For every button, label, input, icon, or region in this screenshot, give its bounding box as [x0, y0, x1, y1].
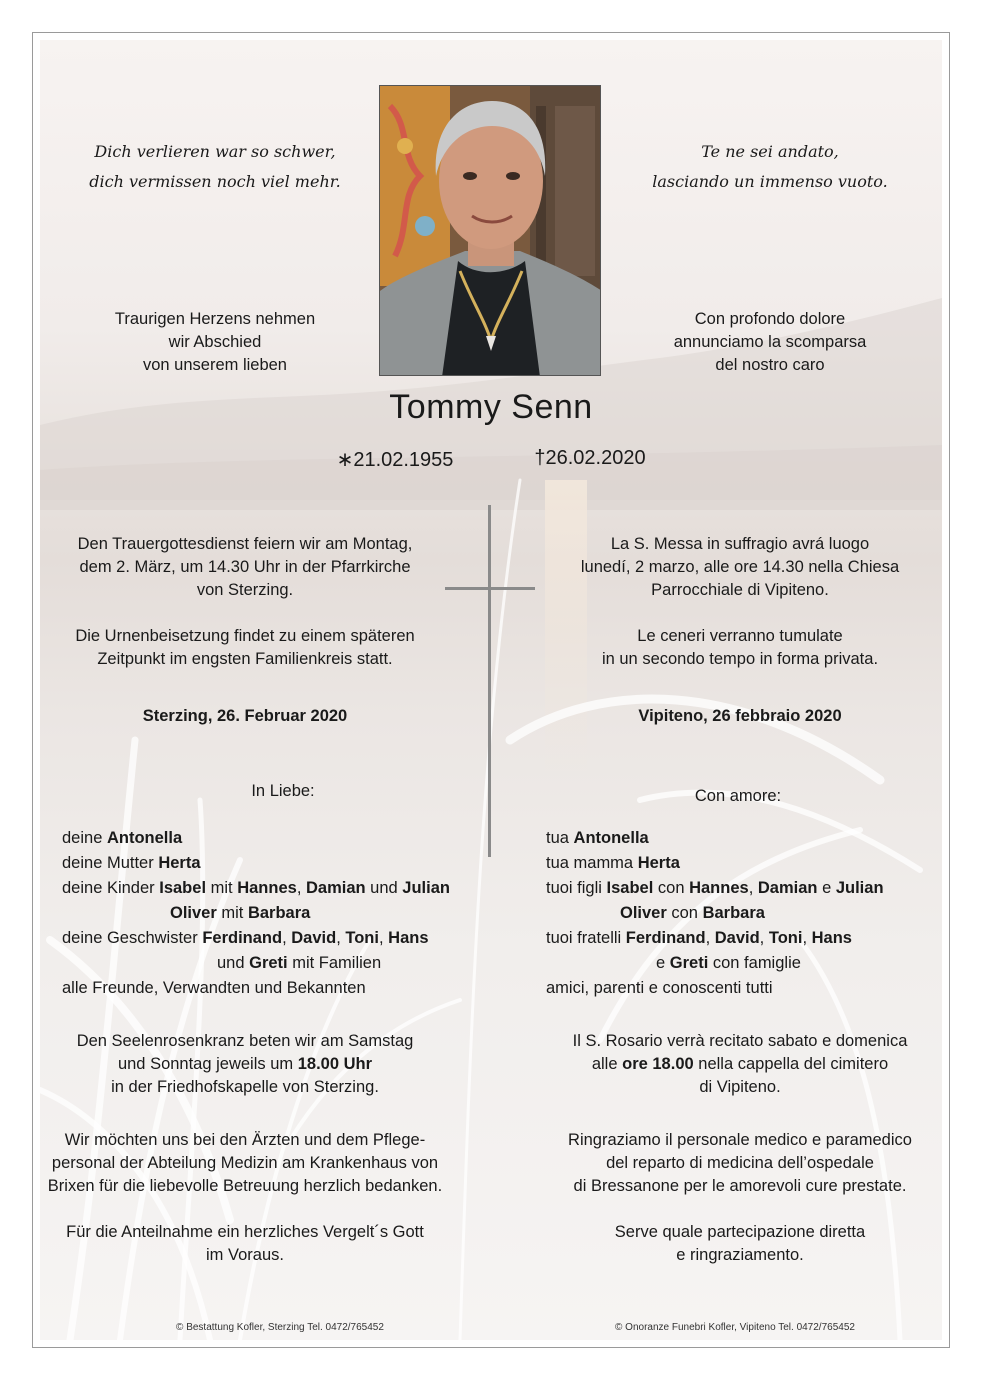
mourner-text: , [705, 929, 715, 947]
mourner-text: con famiglie [708, 954, 801, 972]
intro-german-line: wir Abschied [168, 333, 262, 351]
mourner-name: Damian [305, 879, 366, 897]
service-german-line: Den Trauergottesdienst feiern wir am Montag, [77, 535, 413, 553]
mourner-line: alle Freunde, Verwandten und Bekannten [62, 979, 366, 997]
urn-german-line: Die Urnenbeisetzung findet zu einem späteren [75, 627, 415, 645]
mourner-name: Ferdinand [202, 929, 283, 947]
rosary-german-line: Den Seelenrosenkranz beten wir am Samstag [76, 1032, 414, 1050]
rosary-italian [535, 1030, 945, 1099]
service-italian-line: lunedí, 2 marzo, alle ore 14.30 nella Chiesa [580, 558, 900, 576]
mourner-text: tuoi fratelli [546, 929, 626, 947]
mourner-text: e [817, 879, 836, 897]
mourner-text: , [802, 929, 812, 947]
mourner-text: deine Kinder [62, 879, 160, 897]
mourner-name: Barbara [702, 904, 765, 922]
mourner-line [546, 926, 884, 951]
thanks-italian [535, 1129, 945, 1198]
closing-german [40, 1221, 450, 1267]
mourner-name: Oliver [620, 904, 667, 922]
mourner-text: deine [62, 829, 107, 847]
urn-italian [535, 625, 945, 671]
rosary-german-line: in der Friedhofskapelle von Sterzing. [111, 1078, 379, 1096]
mourner-name: Isabel [606, 879, 654, 897]
quote-italian [630, 137, 910, 197]
mourner-line [62, 826, 450, 851]
closing-german-line: im Voraus. [206, 1246, 284, 1264]
urn-german [40, 625, 450, 671]
closing-italian-line: e ringraziamento. [676, 1246, 804, 1264]
thanks-german [40, 1129, 450, 1198]
mourner-name: Antonella [106, 829, 183, 847]
mourner-line: amici, parenti e conoscenti tutti [546, 979, 773, 997]
closing-italian-line: Serve quale partecipazione diretta [614, 1223, 866, 1241]
mourner-name: David [291, 929, 337, 947]
intro-italian [645, 308, 895, 377]
rosary-text: nella cappella del cimitero [693, 1055, 889, 1073]
place-date-italian: Vipiteno, 26 febbraio 2020 [638, 707, 842, 725]
mourner-name: Greti [669, 954, 709, 972]
portrait-photo [379, 85, 601, 376]
service-german-line: dem 2. März, um 14.30 Uhr in der Pfarrkirche [79, 558, 411, 576]
mourner-text: con [653, 879, 690, 897]
mourner-name: Antonella [573, 829, 649, 847]
intro-german [90, 308, 340, 377]
mourner-name: Toni [345, 929, 379, 947]
closing-italian [535, 1221, 945, 1267]
closing-german-line: Für die Anteilnahme ein herzliches Vergelt´s Gott [66, 1223, 424, 1241]
mourner-text: e [656, 954, 670, 972]
mourner-text: tua [546, 829, 574, 847]
mourner-text: , [748, 879, 758, 897]
mourner-name: Julian [835, 879, 884, 897]
mourner-line [62, 901, 450, 926]
service-german-line: von Sterzing. [196, 581, 294, 599]
mourner-name: Ferdinand [625, 929, 706, 947]
intro-german-line: Traurigen Herzens nehmen [114, 310, 316, 328]
mourner-name: Herta [158, 854, 201, 872]
mourner-text: mit [206, 879, 238, 897]
intro-italian-line: Con profondo dolore [694, 310, 846, 328]
quote-italian-line: Te ne sei andato, [701, 142, 839, 161]
thanks-italian-line: Ringraziamo il personale medico e paramedico [568, 1131, 912, 1149]
thanks-german-line: Brixen für die liebevolle Betreuung herzlich bedanken. [47, 1177, 443, 1195]
rosary-text: und Sonntag jeweils um [117, 1055, 298, 1073]
mourner-name: David [714, 929, 760, 947]
mourner-text: deine Geschwister [62, 929, 203, 947]
mourner-name: Julian [402, 879, 450, 897]
cross-bar [445, 587, 535, 590]
mourner-name: Oliver [170, 904, 217, 922]
mourner-name: Herta [637, 854, 680, 872]
mourner-text: tuoi figli [546, 879, 607, 897]
mourner-text: und [217, 954, 250, 972]
mourner-text: con [666, 904, 703, 922]
thanks-italian-line: di Bressanone per le amorevoli cure prestate. [573, 1177, 907, 1195]
footer-italian: © Onoranze Funebri Kofler, Vipiteno Tel. 0472/765452 [615, 1322, 855, 1333]
rosary-text: alle [591, 1055, 623, 1073]
deceased-name: Tommy Senn [389, 388, 593, 426]
place-date-german: Sterzing, 26. Februar 2020 [142, 707, 348, 725]
rosary-italian-line [535, 1053, 945, 1076]
urn-italian-line: Le ceneri verranno tumulate [637, 627, 843, 645]
quote-german [80, 137, 350, 197]
mourner-text: , [296, 879, 306, 897]
rosary-italian-line: Il S. Rosario verrà recitato sabato e domenica [572, 1032, 908, 1050]
mourner-line [546, 901, 884, 926]
rosary-time: ore 18.00 [622, 1055, 694, 1073]
mourner-line [62, 876, 450, 901]
mourner-name: Hannes [237, 879, 297, 897]
footer-german: © Bestattung Kofler, Sterzing Tel. 0472/765452 [176, 1322, 384, 1333]
intro-german-line: von unserem lieben [142, 356, 287, 374]
mourner-line [62, 951, 450, 976]
mourner-text: , [336, 929, 346, 947]
mourner-name: Hans [388, 929, 429, 947]
quote-italian-line: lasciando un immenso vuoto. [652, 172, 888, 191]
mourner-text: , [378, 929, 389, 947]
mourners-german-heading: In Liebe: [251, 782, 315, 800]
mourner-text: , [282, 929, 292, 947]
rosary-time: 18.00 Uhr [297, 1055, 373, 1073]
mourner-line [546, 826, 884, 851]
mourner-name: Barbara [247, 904, 311, 922]
thanks-german-line: Wir möchten uns bei den Ärzten und dem Pflege- [64, 1131, 426, 1149]
mourner-line [546, 851, 884, 876]
mourner-text: mit Familien [287, 954, 382, 972]
quote-german-line: dich vermissen noch viel mehr. [89, 172, 341, 191]
mourner-text: , [759, 929, 769, 947]
mourner-name: Hannes [689, 879, 749, 897]
urn-german-line: Zeitpunkt im engsten Familienkreis statt. [97, 650, 393, 668]
intro-italian-line: annunciamo la scomparsa [673, 333, 867, 351]
cross-icon [488, 505, 491, 857]
rosary-italian-line: di Vipiteno. [699, 1078, 781, 1096]
mourner-name: Toni [768, 929, 803, 947]
rosary-german-line [40, 1053, 450, 1076]
mourner-line [62, 926, 450, 951]
mourner-name: Greti [249, 954, 288, 972]
mourner-line [546, 876, 884, 901]
rosary-german [40, 1030, 450, 1099]
thanks-german-line: personal der Abteilung Medizin am Krankenhaus von [51, 1154, 439, 1172]
mourner-text: deine Mutter [62, 854, 159, 872]
mourners-italian-list [546, 826, 884, 1001]
service-italian-line: La S. Messa in suffragio avrá luogo [610, 535, 870, 553]
mourner-text: und [365, 879, 403, 897]
thanks-italian-line: del reparto di medicina dell’ospedale [606, 1154, 874, 1172]
service-italian [535, 533, 945, 602]
mourner-name: Damian [757, 879, 818, 897]
mourner-text: mit [216, 904, 248, 922]
mourner-name: Isabel [159, 879, 207, 897]
death-date: †26.02.2020 [534, 447, 646, 469]
mourners-german-list [62, 826, 450, 1001]
quote-german-line: Dich verlieren war so schwer, [94, 142, 336, 161]
service-german [40, 533, 450, 602]
urn-italian-line: in un secondo tempo in forma privata. [601, 650, 879, 668]
mourners-italian-heading: Con amore: [694, 787, 782, 805]
service-italian-line: Parrocchiale di Vipiteno. [651, 581, 829, 599]
intro-italian-line: del nostro caro [715, 356, 825, 374]
mourner-name: Hans [811, 929, 852, 947]
mourner-text: tua mamma [546, 854, 638, 872]
mourner-line [62, 851, 450, 876]
mourner-line [546, 951, 884, 976]
birth-date: ∗21.02.1955 [336, 449, 454, 471]
